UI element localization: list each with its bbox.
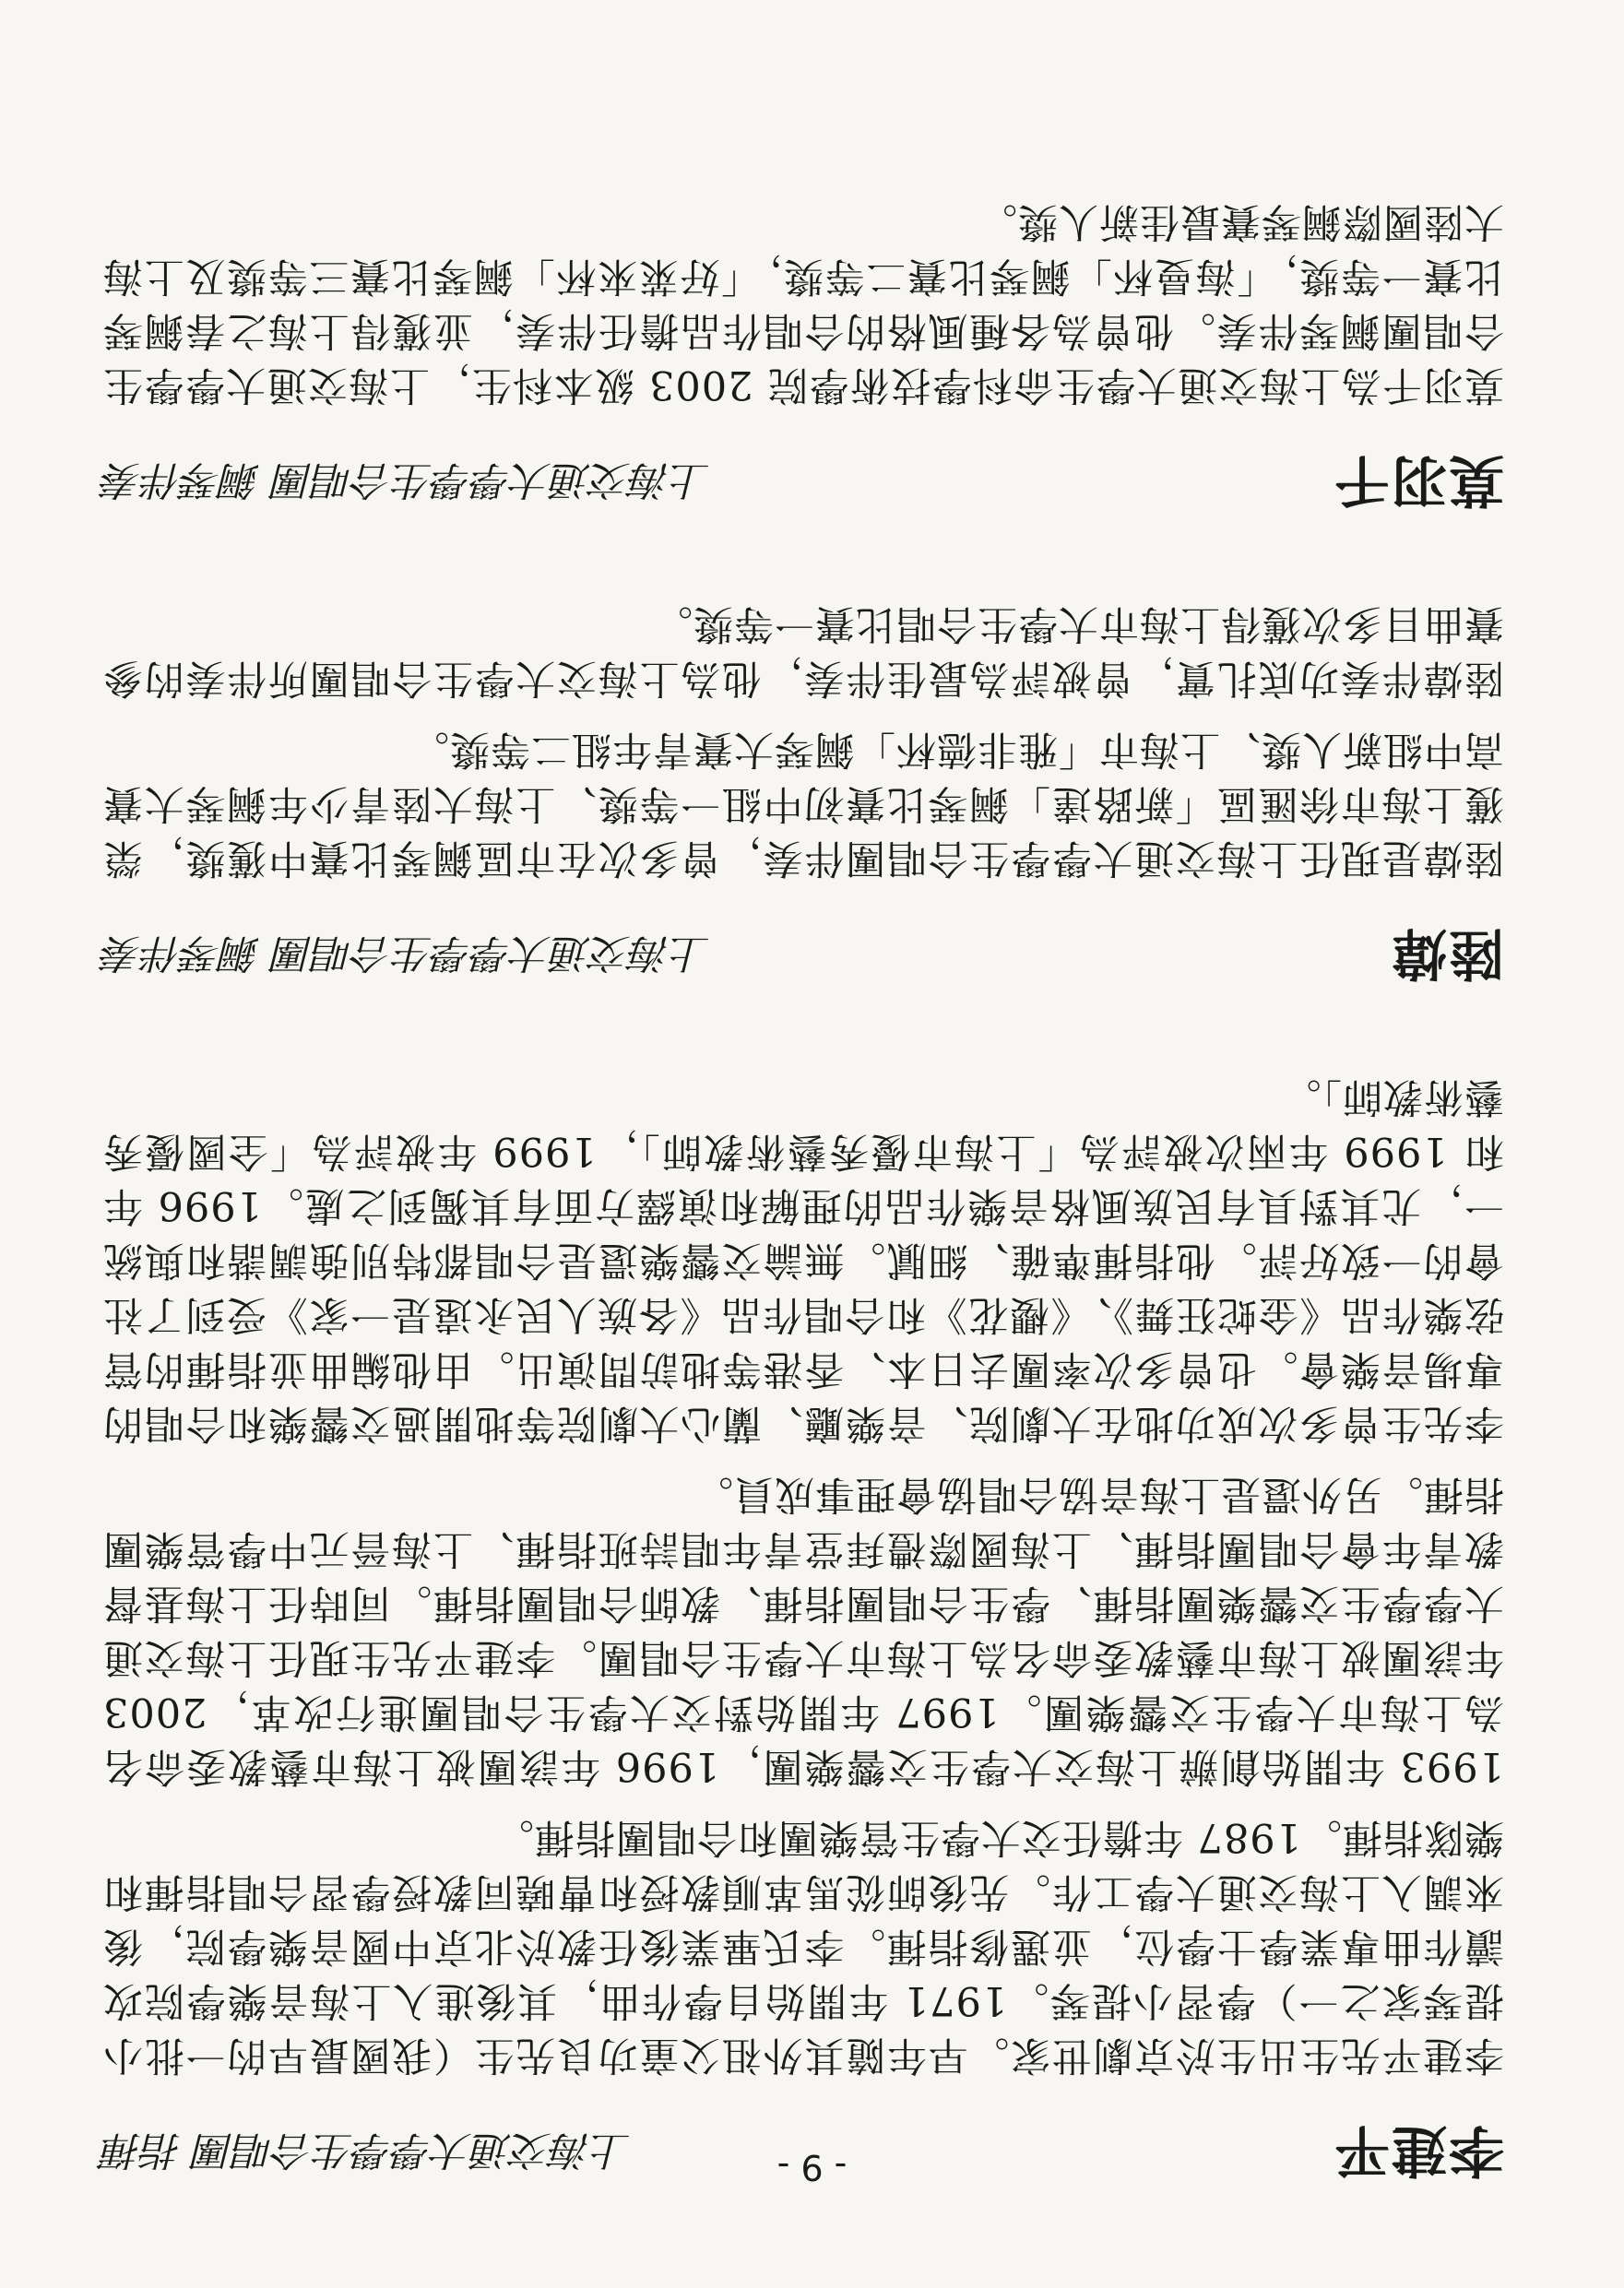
person-name: 陸煒	[1390, 920, 1504, 985]
bio-paragraph: 李建平先生出生於京劇世家。早年隨其外祖父童功良先生（我國最早的一批小提琴家之一）學習小提琴。1971 年開始自學作曲，其後進入上海音樂學院攻讀作曲專業學士學位，並選修指揮。李氏畢業後任教於北京中國音樂學院，後來調入上海交通大學工作。先後師從馬革順教授和曹曉同教授學習合唱指揮和樂隊指揮。1987 年擔任交大學生管樂團和合唱團指揮。	[102, 1814, 1504, 2078]
bio-section-mo-yuqian	[102, 194, 1504, 516]
bio-paragraph: 陸煒伴奏功底扎實，曾被評為最佳伴奏，他為上海交大學生合唱團所伴奏的參賽曲目多次獲得上海市大學生合唱比賽一等獎。	[102, 600, 1504, 701]
bio-heading	[102, 916, 1504, 990]
bio-paragraph: 李先生曾多次成功地在大劇院、音樂廳、蘭心大劇院等地開過交響樂和合唱的專場音樂會。也曾多次率團去日本、香港等地訪問演出。由他編曲並指揮的管弦樂作品《金蛇狂舞》、《櫻花》和合唱作品《各族人民永遠是一家》受到了社會的一致好評。他指揮準確、細膩。無論交響樂還是合唱都特別強調諧和與統一，尤其對具有民族風格音樂作品的理解和演繹方面有其獨到之處。1996 年和 1999 年兩次被評為「上海市優秀藝術教師」，1999 年被評為「全國優秀藝術教師」。	[102, 1073, 1504, 1446]
person-role: 上海交通大學學生合唱團 鋼琴伴奏	[102, 456, 710, 503]
person-name: 莫羽千	[1333, 447, 1504, 512]
bio-section-li-jianping	[102, 1069, 1504, 2187]
bio-heading	[102, 443, 1504, 516]
person-name: 李建平	[1333, 2117, 1504, 2182]
page-number: - 9 -	[776, 2147, 848, 2187]
bio-paragraph: 陸煒是現任上海交通大學學生合唱團伴奏，曾多次在市區鋼琴比賽中獲獎，榮獲上海市徐匯區「新路達」鋼琴比賽初中組一等獎、上海大陸青少年鋼琴大賽高中組新人獎、上海市「雅非德杯」鋼琴大賽青年組二等獎。	[102, 726, 1504, 881]
bio-section-lu-wei	[102, 596, 1504, 990]
bio-paragraph: 莫羽千為上海交通大學生命科學技術學院 2003 級本科生，上海交通大學學生合唱團鋼琴伴奏。他曾為各種風格的合唱作品擔任伴奏，並獲得上海之春鋼琴比賽一等獎，「海曼杯」鋼琴比賽二等獎，「好萊來杯」鋼琴比賽三等獎及上海大陸國際鋼琴賽最佳新人獎。	[102, 198, 1504, 408]
person-role: 上海交通大學學生合唱團 指揮	[102, 2127, 631, 2173]
person-role: 上海交通大學學生合唱團 鋼琴伴奏	[102, 930, 710, 976]
bio-paragraph: 1993 年開始創辦上海交大學生交響樂團，1996 年該團被上海市藝教委命名為上海市大學生交響樂團。1997 年開始對交大學生合唱團進行改革，2003 年該團被上海市藝教委命名為上海市大學生合唱團。李建平先生現任上海交通大學學生交響樂團指揮、學生合唱團指揮、教師合唱團指揮。同時任上海基督教青年會合唱團指揮、上海國際禮拜堂青年唱詩班指揮、上海晉元中學管樂團指揮。另外還是上海音協合唱協會理事成員。	[102, 1471, 1504, 1789]
page-content	[102, 177, 1504, 2187]
